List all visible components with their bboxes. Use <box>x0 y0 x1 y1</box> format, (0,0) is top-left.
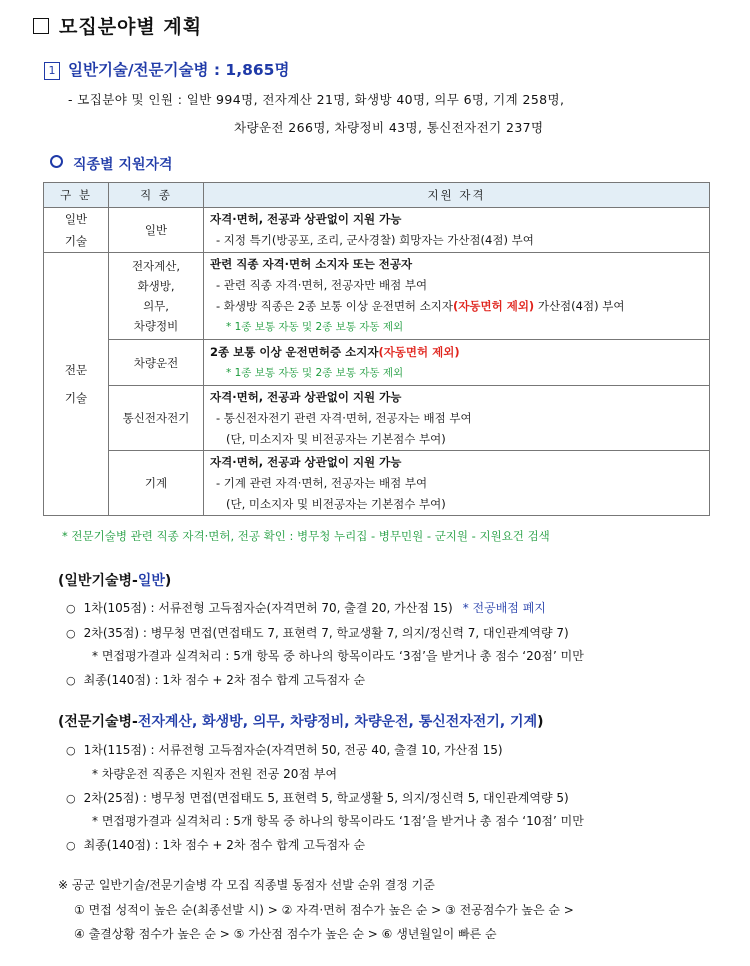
category-expert-line-2: 기술 <box>64 391 88 405</box>
qual-line: 자격·면허, 전공과 상관없이 지원 가능 <box>210 454 402 469</box>
tiebreak-line-1: ① 면접 성적이 높은 순(최종선발 시) > ② 자격·면허 점수가 높은 순 > ③ 전공점수가 높은 순 > <box>74 903 574 917</box>
general-stage-1 <box>66 599 546 616</box>
expert-final <box>66 836 365 853</box>
heading-text: ) <box>164 573 172 589</box>
expert-stage-2 <box>66 789 569 806</box>
section-number-box: 1 <box>44 62 60 80</box>
qual-line: 자격·면허, 전공과 상관없이 지원 가능 <box>210 212 402 226</box>
job-name: 의무, <box>143 299 169 313</box>
subsection-heading-text: 직종별 지원자격 <box>73 157 173 173</box>
table-footnote: * 전문기술병 관련 직종 자격·면허, 전공 확인 : 병무청 누리집 - 병무민원 - 군지원 - 지원요건 검색 <box>62 529 550 543</box>
stage-text: 최종(140점) : 1차 점수 + 2차 점수 합계 고득점자 순 <box>83 673 366 687</box>
page-title-text: 모집분야별 계획 <box>59 16 203 38</box>
qual-exclusion: (자동면허 제외) <box>378 344 460 359</box>
circle-bullet-icon <box>50 155 63 168</box>
recruit-fields-line-1: - 모집분야 및 인원 : 일반 994명, 전자계산 21명, 화생방 40명, 의무 6명, 기계 258명, <box>68 92 565 107</box>
table-row <box>44 386 710 451</box>
job-general: 일반 <box>109 208 204 253</box>
table-row <box>44 340 710 386</box>
general-final <box>66 671 365 688</box>
stage-text: 2차(35점) : 병무청 면접(면접태도 7, 표현력 7, 학교생활 7, 의지/정신력 7, 대인관계역량 7) <box>83 626 569 640</box>
bullet-circle-icon: ○ <box>66 792 76 805</box>
section-1-heading-text: 일반기술/전문기술병 : 1,865명 <box>68 61 290 79</box>
table-row <box>44 451 710 516</box>
category-general <box>44 208 109 253</box>
category-general-line-1: 일반 <box>64 212 88 226</box>
qual-line: (단, 미소지자 및 비전공자는 기본점수 부여) <box>226 496 446 511</box>
table-header-row <box>44 183 710 208</box>
qualification-machine <box>204 451 710 516</box>
bullet-circle-icon: ○ <box>66 839 76 852</box>
qualification-telecom <box>204 386 710 451</box>
tiebreak-heading: ※ 공군 일반기술/전문기술병 각 모집 직종별 동점자 선발 순위 결정 기준 <box>58 878 435 892</box>
header-job: 직 종 <box>109 183 204 208</box>
general-stage-2-note: * 면접평가결과 실격처리 : 5개 항목 중 하나의 항목이라도 ‘3점’을 받거나 총 점수 ‘20점’ 미만 <box>92 649 584 663</box>
qualification-driving <box>204 340 710 386</box>
expert-stage-2-note: * 면접평가결과 실격처리 : 5개 항목 중 하나의 항목이라도 ‘1점’을 받거나 총 점수 ‘10점’ 미만 <box>92 814 584 828</box>
expert-stage-1 <box>66 741 503 758</box>
tiebreak-line-2: ④ 출결상황 점수가 높은 순 > ⑤ 가산점 점수가 높은 순 > ⑥ 생년월일이 빠른 순 <box>74 927 497 941</box>
job-machine: 기계 <box>109 451 204 516</box>
job-name: 차량정비 <box>133 319 179 333</box>
qual-text: - 화생방 직종은 2종 보통 이상 운전면허 소지자 <box>216 299 454 313</box>
header-qualification: 지원 자격 <box>204 183 710 208</box>
qual-line: - 기계 관련 자격·면허, 전공자는 배점 부여 <box>216 475 428 490</box>
qualification-general <box>204 208 710 253</box>
heading-text: (전문기술병- <box>58 714 138 730</box>
qual-line: - 관련 직종 자격·면허, 전공자만 배점 부여 <box>216 278 428 292</box>
qual-line <box>210 342 705 363</box>
heading-highlight: 전자계산, 화생방, 의무, 차량정비, 차량운전, 통신전자전기, 기계 <box>137 714 538 730</box>
heading-text: (일반기술병- <box>58 573 138 589</box>
subsection-heading <box>50 154 173 174</box>
requirements-table <box>43 182 710 516</box>
qual-line <box>210 296 705 317</box>
bullet-circle-icon: ○ <box>66 602 76 615</box>
expert-stage-1-note: * 차량운전 직종은 지원자 전원 전공 20점 부여 <box>92 767 338 781</box>
qual-line: 관련 직종 자격·면허 소지자 또는 전공자 <box>210 257 413 271</box>
page-title <box>33 12 202 39</box>
qual-line: - 지정 특기(방공포, 조리, 군사경찰) 희망자는 가산점(4점) 부여 <box>216 233 534 247</box>
table-row <box>44 208 710 253</box>
job-name: 화생방, <box>137 279 175 293</box>
checkbox-square-icon <box>33 18 49 34</box>
bullet-circle-icon: ○ <box>66 744 76 757</box>
category-general-line-2: 기술 <box>64 234 88 248</box>
category-expert <box>44 253 109 516</box>
expert-section-heading <box>58 711 544 731</box>
stage-text: 2차(25점) : 병무청 면접(면접태도 5, 표현력 5, 학교생활 5, 의지/정신력 5, 대인관계역량 5) <box>83 791 569 805</box>
recruit-fields-line-2: 차량운전 266명, 차량정비 43명, 통신전자전기 237명 <box>234 120 544 135</box>
heading-highlight: 일반 <box>137 573 165 589</box>
category-expert-line-1: 전문 <box>64 363 88 377</box>
heading-text: ) <box>537 714 544 730</box>
qualification-multi <box>204 253 710 340</box>
table-row <box>44 253 710 340</box>
job-driving: 차량운전 <box>109 340 204 386</box>
qual-exclusion: (자동면허 제외) <box>453 299 535 313</box>
qual-line: (단, 미소지자 및 비전공자는 기본점수 부여) <box>226 431 446 446</box>
general-stage-2 <box>66 624 569 641</box>
qual-text: 가산점(4점) 부여 <box>534 299 625 313</box>
job-multi <box>109 253 204 340</box>
qual-note: * 1종 보통 자동 및 2종 보통 자동 제외 <box>226 321 404 333</box>
stage-note: * 전공배점 폐지 <box>462 601 546 615</box>
stage-text: 1차(105점) : 서류전형 고득점자순(자격면허 70, 출결 20, 가산점 15) <box>83 601 453 615</box>
section-1-heading <box>44 58 289 80</box>
qual-line: 자격·면허, 전공과 상관없이 지원 가능 <box>210 389 402 404</box>
bullet-circle-icon: ○ <box>66 674 76 687</box>
qual-text: 2종 보통 이상 운전면허증 소지자 <box>210 344 379 359</box>
general-section-heading <box>58 570 171 590</box>
qual-line: - 통신전자전기 관련 자격·면허, 전공자는 배점 부여 <box>216 410 472 425</box>
job-name: 전자계산, <box>131 259 181 273</box>
stage-text: 1차(115점) : 서류전형 고득점자순(자격면허 50, 전공 40, 출결 10, 가산점 15) <box>83 743 503 757</box>
bullet-circle-icon: ○ <box>66 627 76 640</box>
stage-text: 최종(140점) : 1차 점수 + 2차 점수 합계 고득점자 순 <box>83 838 366 852</box>
qual-note: * 1종 보통 자동 및 2종 보통 자동 제외 <box>226 366 404 379</box>
header-category: 구 분 <box>44 183 109 208</box>
job-telecom: 통신전자전기 <box>109 386 204 451</box>
